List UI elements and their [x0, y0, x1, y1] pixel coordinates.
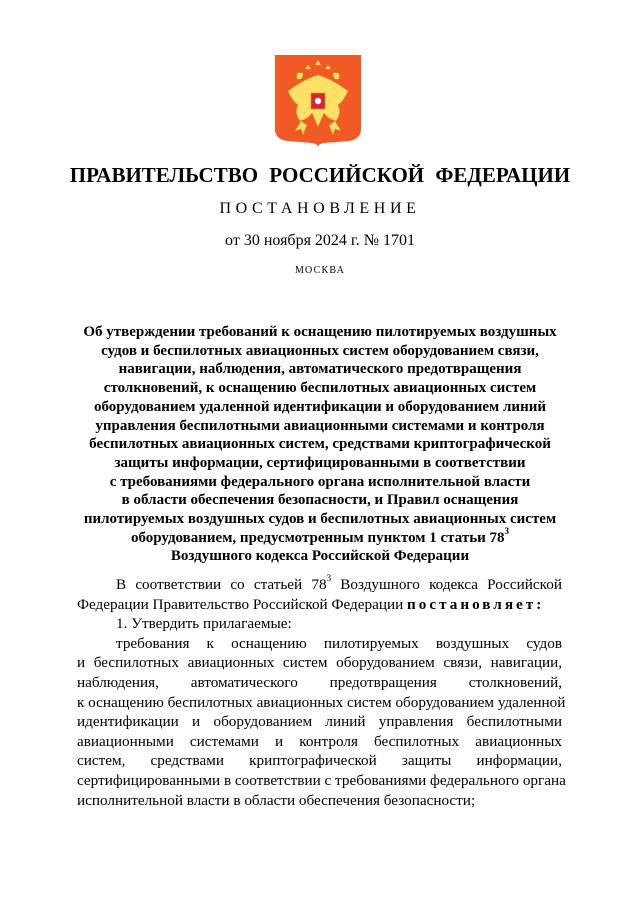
item-heading: 1. Утвердить прилагаемые:: [116, 615, 292, 633]
paragraph-line: наблюдения, автоматического предотвращения столкновений,: [77, 673, 562, 691]
government-name: ПРАВИТЕЛЬСТВО РОССИЙСКОЙ ФЕДЕРАЦИИ: [69, 163, 571, 187]
title-line: судов и беспилотных авиационных систем оборудованием связи,: [101, 342, 539, 359]
title-line: навигации, наблюдения, автоматического предотвращения: [118, 361, 522, 378]
title-line: Об утверждении требований к оснащению пилотируемых воздушных: [83, 324, 557, 340]
title-superscript: 3: [504, 525, 510, 536]
paragraph-line: исполнительной власти в области обеспечения безопасности;: [77, 791, 476, 809]
title-line: с требованиями федерального органа исполнительной власти: [109, 473, 531, 490]
paragraph-line: требования к оснащению пилотируемых воздушных судов: [116, 634, 562, 652]
title-line: столкновений, к оснащению беспилотных авиационных систем: [103, 380, 537, 397]
city: МОСКВА: [294, 265, 346, 276]
title-line: в области обеспечения безопасности, и Правил оснащения: [121, 492, 519, 509]
title-line: Воздушного кодекса Российской Федерации: [170, 548, 470, 565]
title-line: защиты информации, сертифицированными в соответствии: [114, 454, 526, 471]
paragraph-line: В соответствии со статьей $78^3$ Воздушного кодекса Российской: [116, 572, 562, 593]
paragraph-line: систем, средствами криптографической защиты информации,: [77, 752, 562, 770]
coat-of-arms-emblem: [275, 55, 361, 147]
title-line-with-superscript: оборудованием, предусмотренным пунктом 1 статьи $78^3$: [130, 525, 510, 546]
document-body: [77, 572, 566, 810]
paragraph-line: авиационными системами и контроля беспилотных авиационных: [77, 732, 562, 750]
body-superscript: 3: [326, 572, 332, 583]
document-title: [60, 323, 580, 566]
title-line: беспилотных авиационных систем, средствами криптографической: [89, 436, 551, 453]
paragraph-line: к оснащению беспилотных авиационных систем оборудованием удаленной: [77, 693, 566, 711]
title-line: управления беспилотными авиационными системами и контроля: [95, 417, 545, 434]
title-line: пилотируемых воздушных судов и беспилотных авиационных систем: [83, 511, 557, 528]
document-type: ПОСТАНОВЛЕНИЕ: [219, 200, 421, 217]
date-and-number: от 30 ноября 2024 г. № 1701: [225, 232, 415, 249]
paragraph-line: идентификации и оборудованием линий управления беспилотными: [77, 713, 562, 731]
decree-word: постановляет:: [407, 595, 545, 613]
paragraph-line: Федерации Правительство Российской Федерации постановляет:: [77, 595, 545, 613]
paragraph-line: сертифицированными в соответствии с требованиями федерального органа: [77, 771, 566, 789]
paragraph-line: и беспилотных авиационных систем оборудованием связи, навигации,: [77, 654, 562, 672]
title-line: оборудованием удаленной идентификации и оборудованием линий: [93, 398, 546, 415]
